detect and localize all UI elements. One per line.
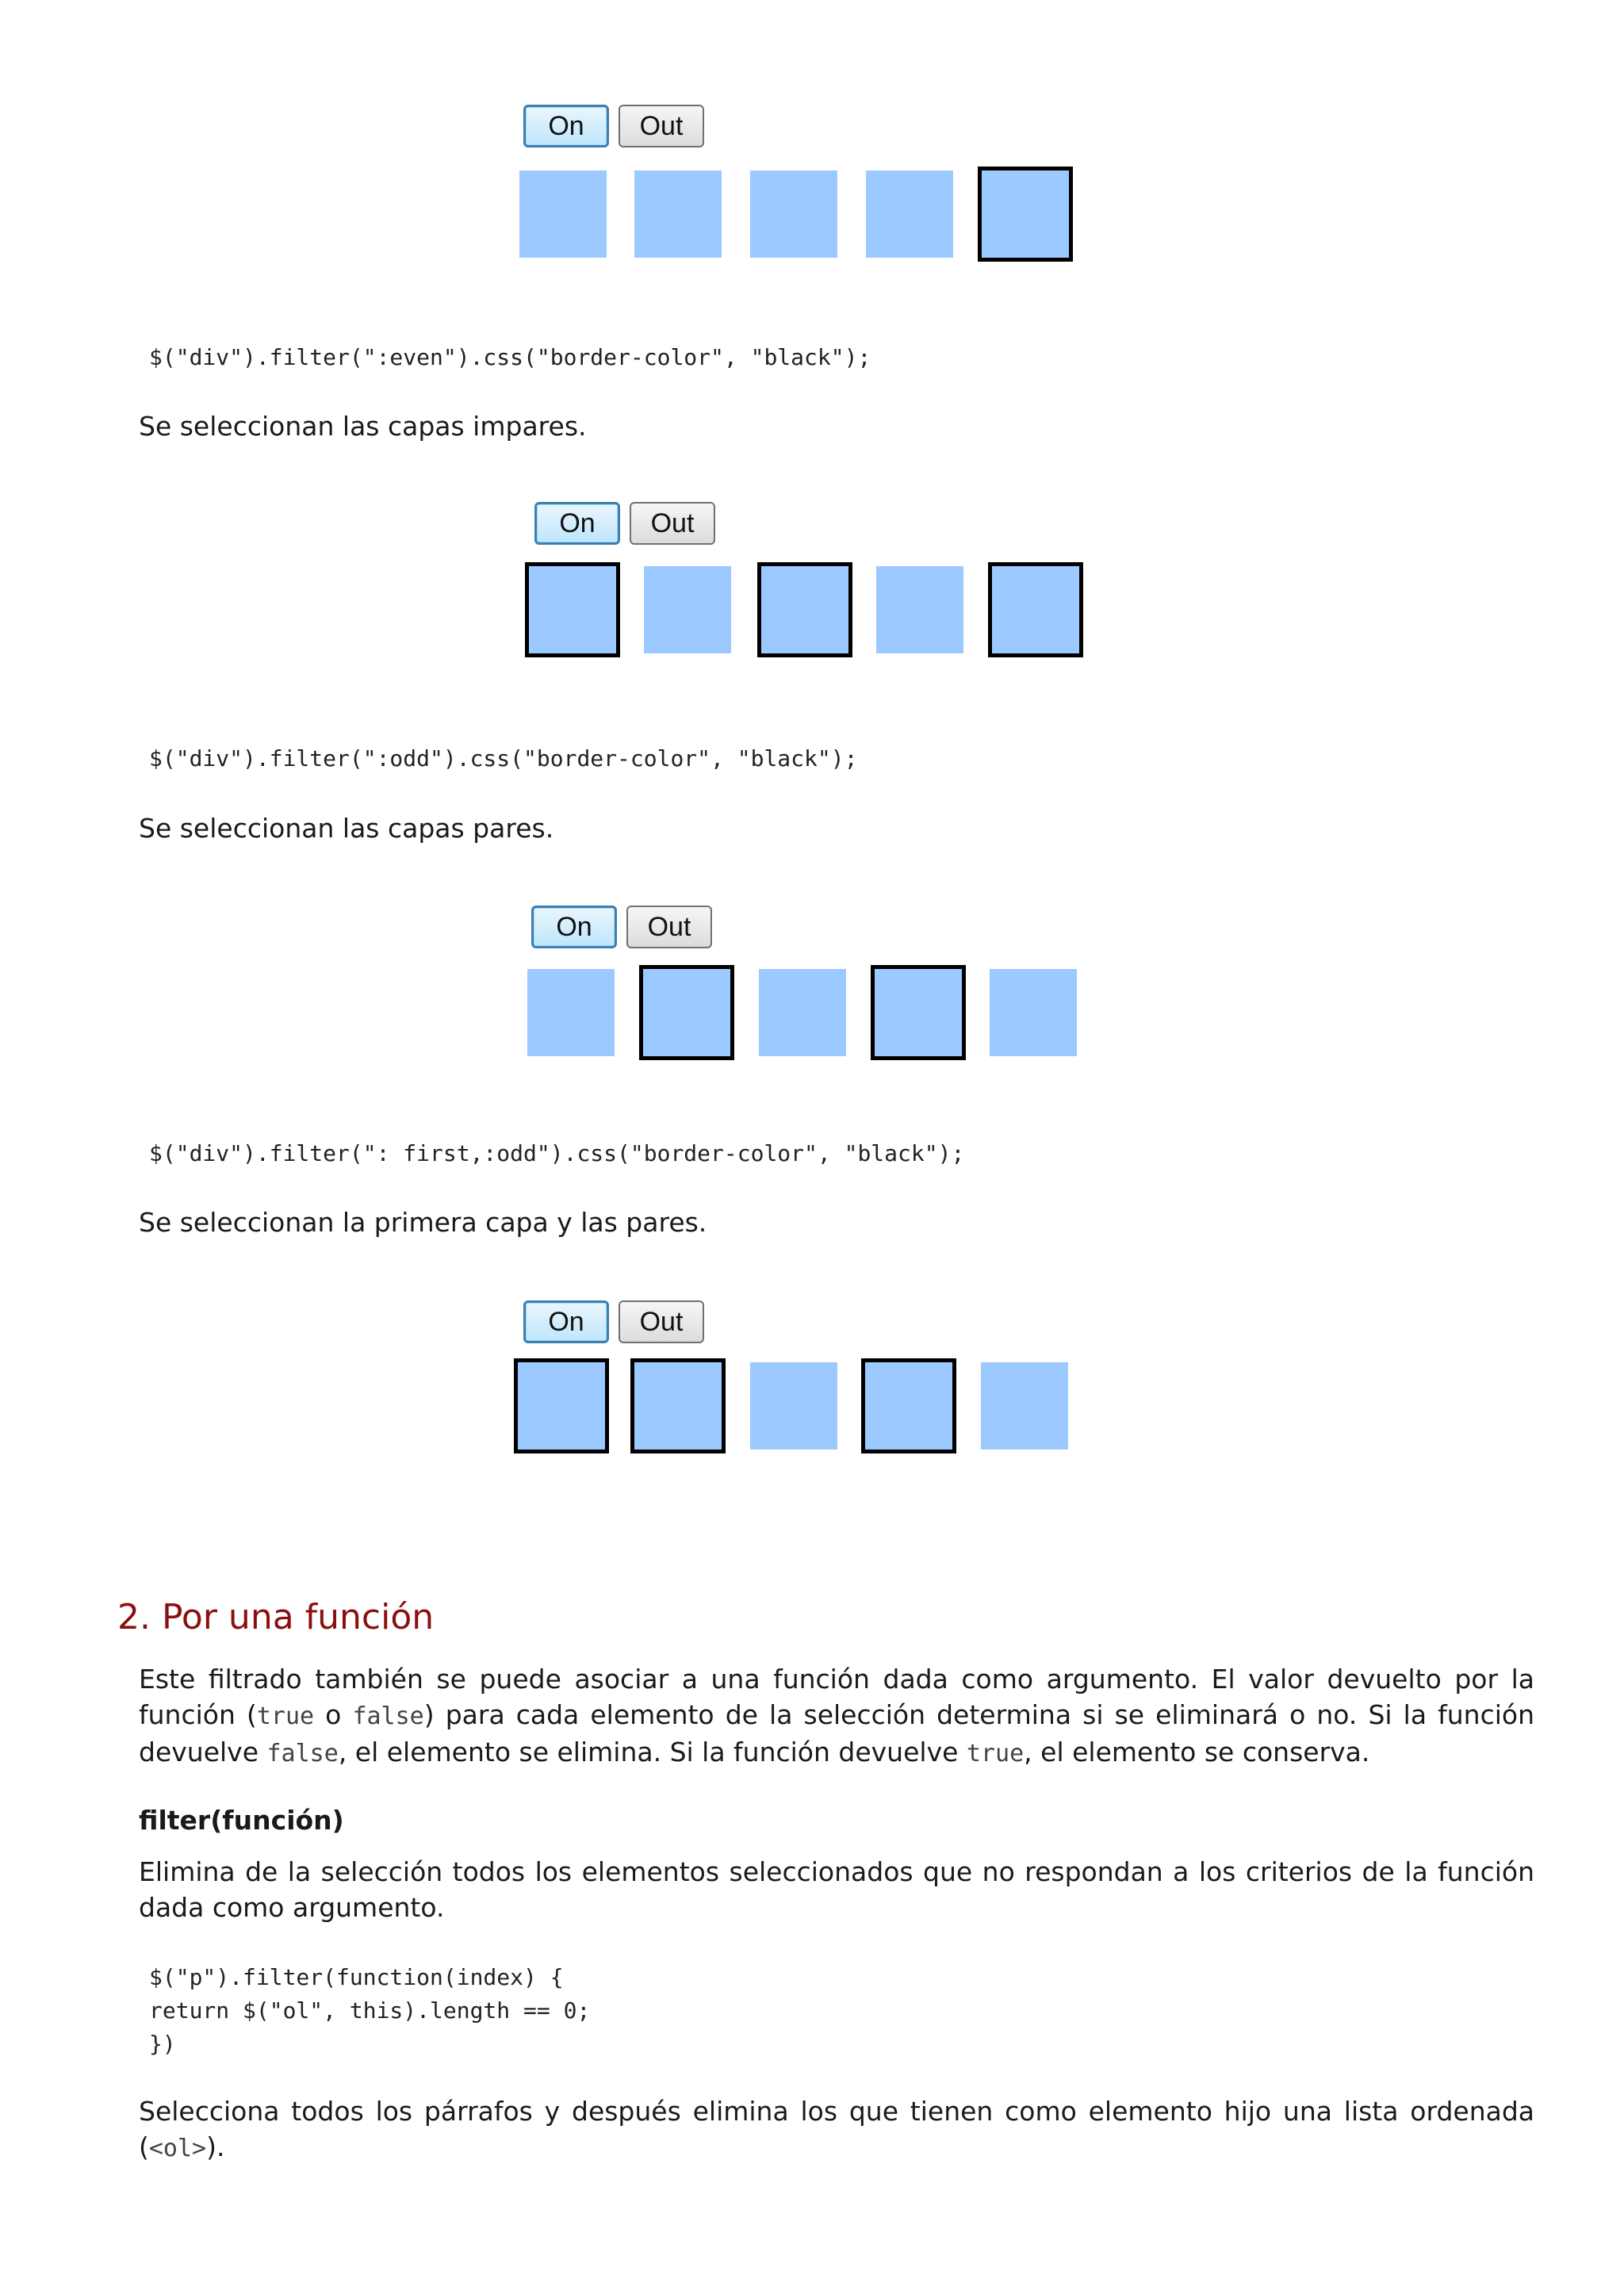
intro-text-3: ) para cada elemento de la selección determina si se eliminará o no. Si la función devuelve <box>139 1699 1534 1767</box>
square <box>527 969 615 1056</box>
intro-text-1: Este filtrado también se puede asociar a una función dada como argumento. El valor devuelto por la función ( <box>139 1664 1534 1730</box>
demo-1-squares <box>0 167 1624 262</box>
out-button[interactable]: Out <box>626 906 712 948</box>
inline-code-false-2: false <box>266 1740 339 1767</box>
on-button[interactable]: On <box>534 502 620 545</box>
intro-text-5: , el elemento se conserva. <box>1024 1737 1370 1767</box>
demo-1-buttons <box>523 105 704 147</box>
code-first-odd: $("div").filter(": first,:odd").css("border-color", "black"); <box>149 1140 965 1166</box>
square <box>644 566 731 653</box>
square <box>990 969 1077 1056</box>
code-line: return $("ol", this).length == 0; <box>149 1997 591 2024</box>
desc-odd: Se seleccionan las capas pares. <box>139 813 554 844</box>
square-highlighted <box>514 1358 609 1453</box>
inline-code-true: true <box>256 1702 315 1730</box>
square <box>759 969 846 1056</box>
code-line: }) <box>149 2031 176 2057</box>
intro-text-4: , el elemento se elimina. Si la función devuelve <box>338 1737 967 1767</box>
demo-4-buttons <box>523 1300 704 1343</box>
demo-3-buttons <box>531 906 712 948</box>
square <box>981 1362 1068 1450</box>
outro-text-2: ). <box>206 2131 225 2162</box>
square-highlighted <box>861 1358 956 1453</box>
desc-first-odd: Se seleccionan la primera capa y las pares. <box>139 1207 707 1238</box>
method-description: Elimina de la selección todos los elementos seleccionados que no respondan a los criterios de la función dada como argumento. <box>139 1856 1534 1923</box>
demo-4-squares <box>0 1358 1624 1453</box>
demo-3-squares <box>0 965 1624 1060</box>
method-signature: filter(función) <box>139 1805 344 1836</box>
demo-2-squares <box>0 562 1624 657</box>
square-highlighted <box>639 965 734 1060</box>
inline-code-false: false <box>352 1702 424 1730</box>
outro-paragraph <box>139 2093 1534 2166</box>
out-button[interactable]: Out <box>619 105 704 147</box>
square <box>866 170 953 258</box>
square-highlighted <box>630 1358 726 1453</box>
intro-text-2: o <box>314 1699 353 1730</box>
section-heading: 2. Por una función <box>117 1597 435 1637</box>
square-highlighted <box>525 562 620 657</box>
inline-code-true-2: true <box>966 1740 1025 1767</box>
demo-2-buttons <box>534 502 715 545</box>
inline-code-ol: <ol> <box>148 2135 207 2162</box>
on-button[interactable]: On <box>523 105 609 147</box>
square <box>876 566 963 653</box>
square-highlighted <box>978 167 1073 262</box>
square-highlighted <box>757 562 852 657</box>
square <box>519 170 607 258</box>
square-highlighted <box>988 562 1083 657</box>
square <box>634 170 722 258</box>
out-button[interactable]: Out <box>630 502 715 545</box>
square <box>750 170 837 258</box>
code-filter-function <box>149 1961 590 2061</box>
square <box>750 1362 837 1450</box>
outro-text-1: Selecciona todos los párrafos y después elimina los que tienen como elemento hijo una lista ordenada ( <box>139 2096 1534 2162</box>
code-odd: $("div").filter(":odd").css("border-color", "black"); <box>149 745 858 772</box>
on-button[interactable]: On <box>531 906 617 948</box>
desc-even: Se seleccionan las capas impares. <box>139 411 587 442</box>
code-line: $("p").filter(function(index) { <box>149 1964 564 1990</box>
out-button[interactable]: Out <box>619 1300 704 1343</box>
on-button[interactable]: On <box>523 1300 609 1343</box>
code-even: $("div").filter(":even").css("border-color", "black"); <box>149 344 871 370</box>
square-highlighted <box>871 965 966 1060</box>
intro-paragraph <box>139 1661 1534 1771</box>
